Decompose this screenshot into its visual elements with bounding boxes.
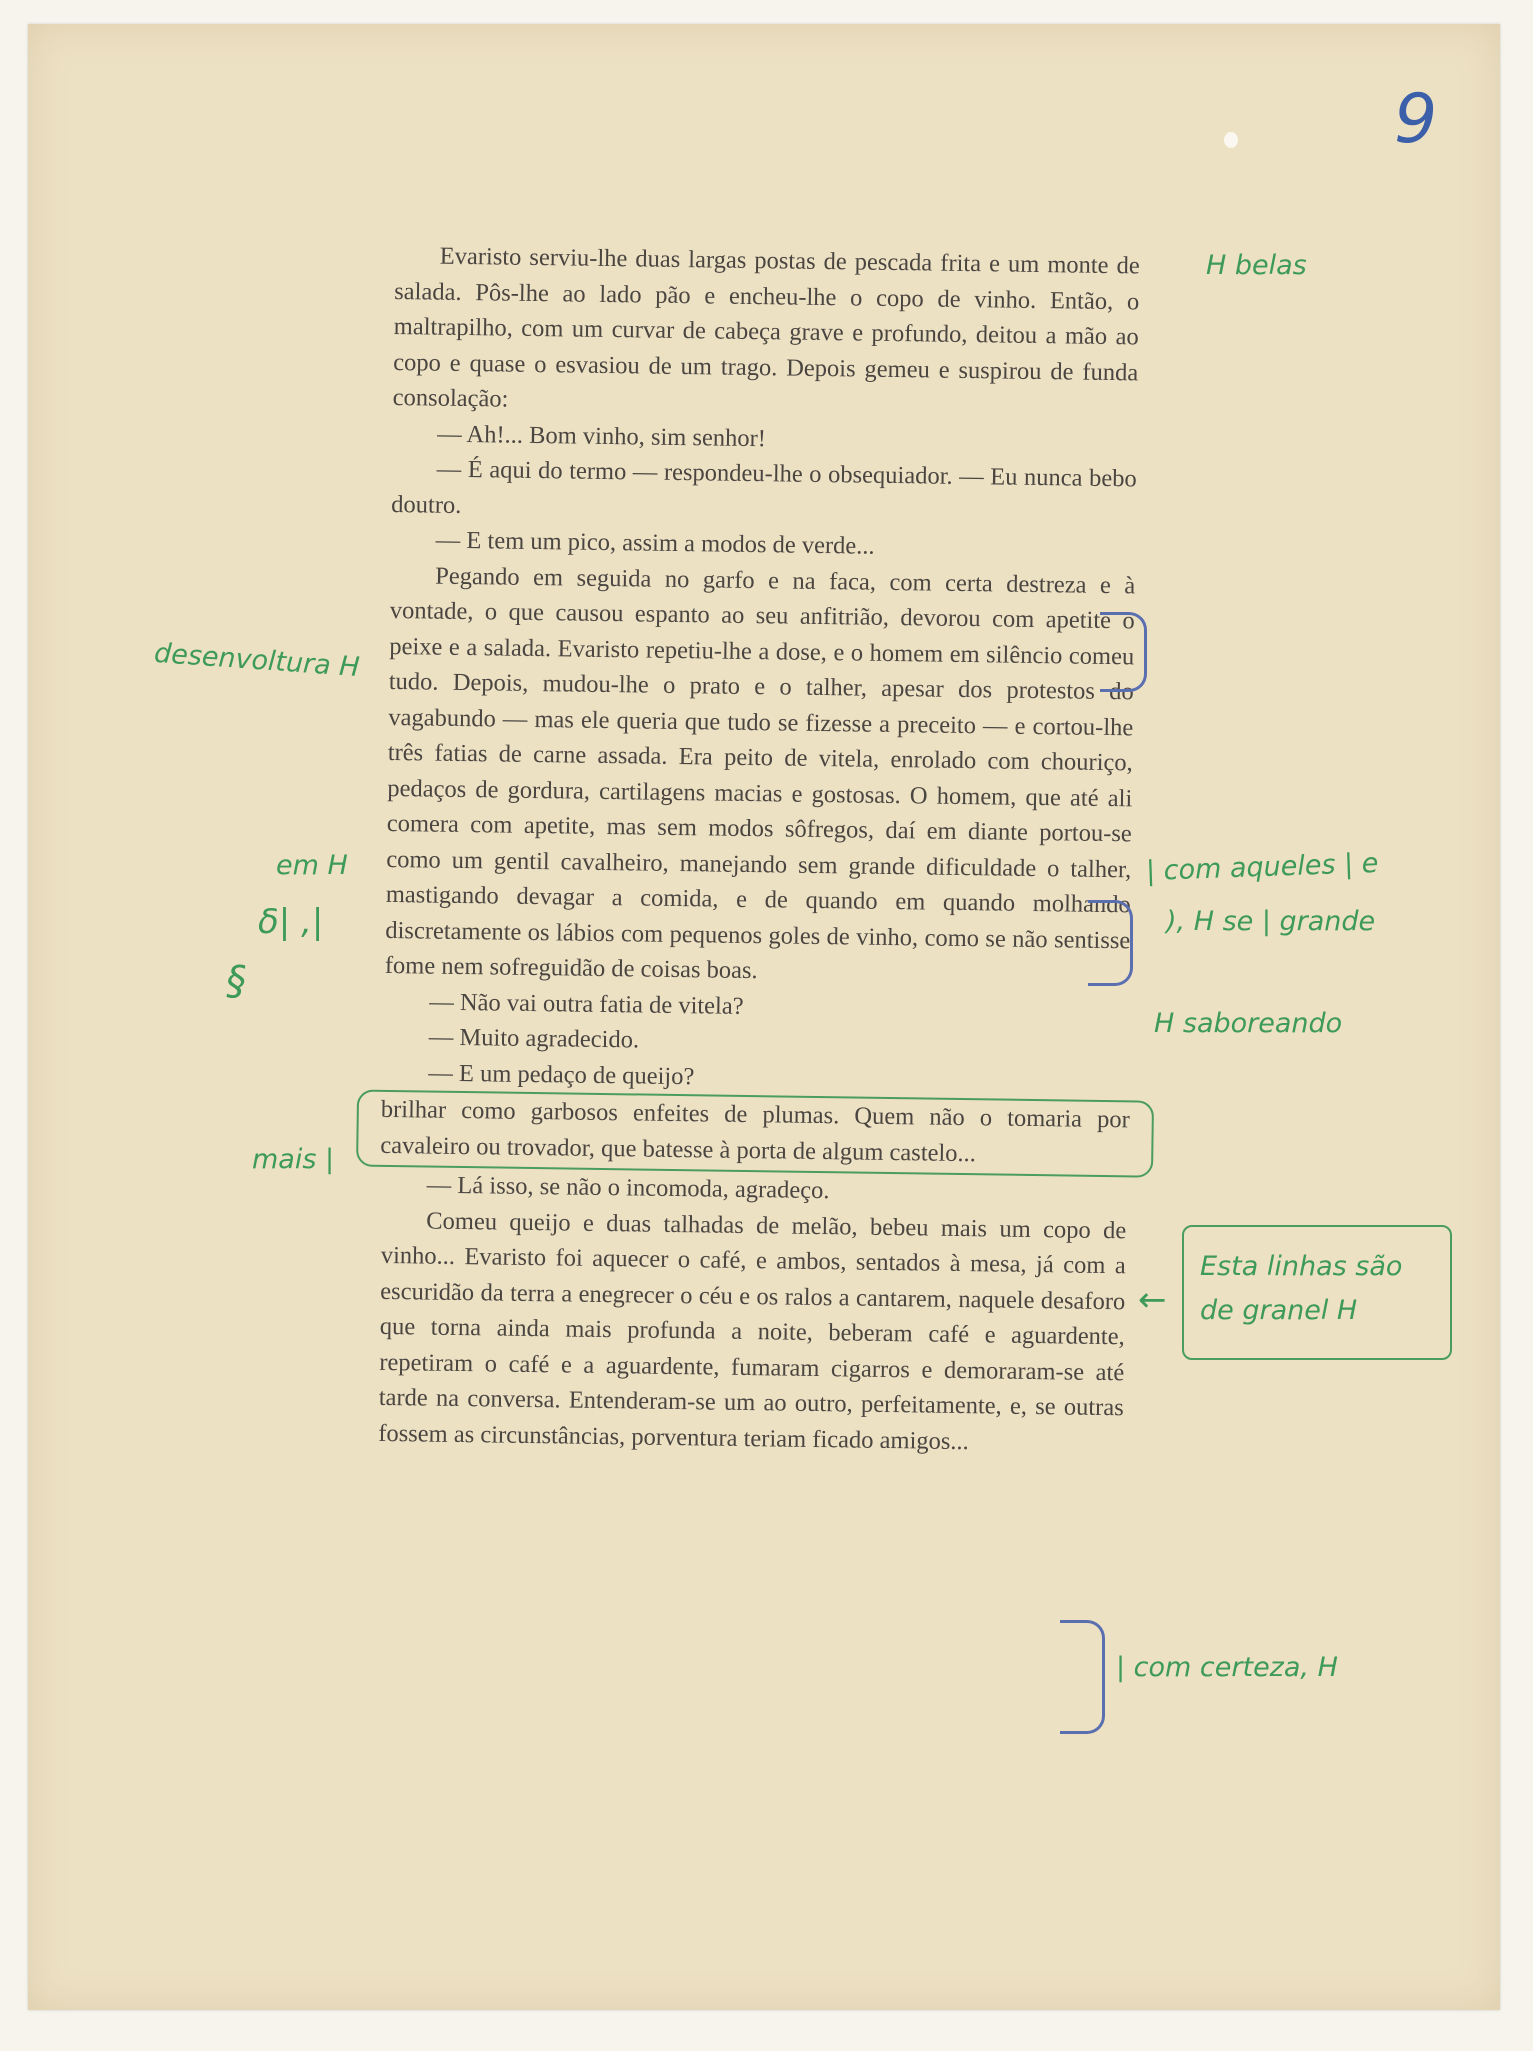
- paragraph-1: Evaristo serviu-lhe duas largas postas de pescada frita e um monte de salada. Pôs-lhe ao lado pão e encheu-lhe o copo de vinho. Então, o maltrapilho, com um curvar de cabeça grave e profundo, deitou a mão ao copo e quase o esvasiou de um trago. Depois gemeu e suspirou de funda consolação:: [392, 242, 1140, 413]
- paragraph-3: Comeu queijo e duas talhadas de melão, bebeu mais um copo de vinho... Evaristo foi aquecer o café, e ambos, sentados à mesa, já com a escuridão da terra a enegrecer o céu e os ralos a cantarem, naquele desaforo que torna ainda mais profunda a noite, beberam café e aguardente, repetiram o café e a aguardente, fumaram cigarros e demoraram-se até tarde na conversa. Entenderam-se um ao outro, perfeitamente, e, se outras fossem as circunstâncias, porventura teriam ficado amigos...: [378, 1207, 1127, 1455]
- section-mark-icon: §: [226, 958, 246, 1004]
- bracket-mark-3: [1060, 1620, 1105, 1734]
- left-arrow-icon: ←: [1138, 1280, 1167, 1320]
- dialogue-2: — É aqui do termo — respondeu-lhe o obsequiador. — Eu nunca bebo doutro.: [391, 455, 1137, 519]
- note-delete: δ| ,|: [258, 902, 324, 942]
- dialogue-3: — E tem um pico, assim a modos de verde...: [435, 526, 875, 560]
- dialogue-4: — Não vai outra fatia de vitela?: [429, 988, 744, 1020]
- boxed-insert-text: brilhar como garbosos enfeites de plumas. Quem não o tomaria por cavaleiro ou trovador, que batesse à porta de algum castelo...: [380, 1095, 1130, 1167]
- note-se-grande: ), H se | grande: [1166, 906, 1376, 937]
- page-number: 9: [1394, 80, 1438, 159]
- note-desenvoltura: desenvoltura H: [153, 637, 361, 684]
- typed-text: [378, 238, 1140, 1461]
- dialogue-7: — Lá isso, se não o incomoda, agradeço.: [426, 1171, 830, 1205]
- box-note-line-1: Esta linhas são: [1200, 1251, 1403, 1282]
- note-saboreando: H saboreando: [1154, 1008, 1343, 1039]
- dialogue-5: — Muito agradecido.: [428, 1023, 640, 1054]
- dialogue-1: — Ah!... Bom vinho, sim senhor!: [437, 420, 767, 452]
- bracket-mark-1: [1100, 612, 1147, 692]
- note-mais: mais |: [252, 1144, 335, 1175]
- bracket-mark-2: [1088, 900, 1133, 986]
- paragraph-2: Pegando em seguida no garfo e na faca, com certa destreza e à vontade, o que causou espanto ao seu anfitrião, devorou com apetite o peixe e a salada. Evaristo repetiu-lhe a dose, e o homem em silêncio comeu tudo. Depois, mudou-lhe o prato e o talher, apesar dos protestos do vagabundo — mas ele queria que tudo se fizesse a preceito — e cortou-lhe três fatias de carne assada. Era peito de vitela, enrolado com chouriço, pedaços de gordura, cartilagens macias e gostosas. O homem, que até ali comera com apetite, mas sem modos sôfregos, daí em diante portou-se como um gentil cavalheiro, manejando sem grande dificuldade o talher, mastigando devagar a comida, e de quando em quando molhando discretamente os lábios com pequenos goles de vinho, como se não sentisse fome nem sofreguidão de coisas boas.: [384, 562, 1136, 985]
- dialogue-6: — E um pedaço de queijo?: [428, 1059, 695, 1090]
- note-em: em H: [276, 850, 348, 881]
- punch-hole: [1224, 132, 1238, 148]
- box-note-line-2: de granel H: [1200, 1295, 1358, 1326]
- margin-note-box: [1182, 1225, 1452, 1360]
- note-com-certeza: | com certeza, H: [1116, 1652, 1338, 1683]
- boxed-insert: [356, 1090, 1154, 1178]
- note-com-aqueles: | com aqueles | e: [1145, 847, 1379, 888]
- note-belas: H belas: [1206, 250, 1307, 281]
